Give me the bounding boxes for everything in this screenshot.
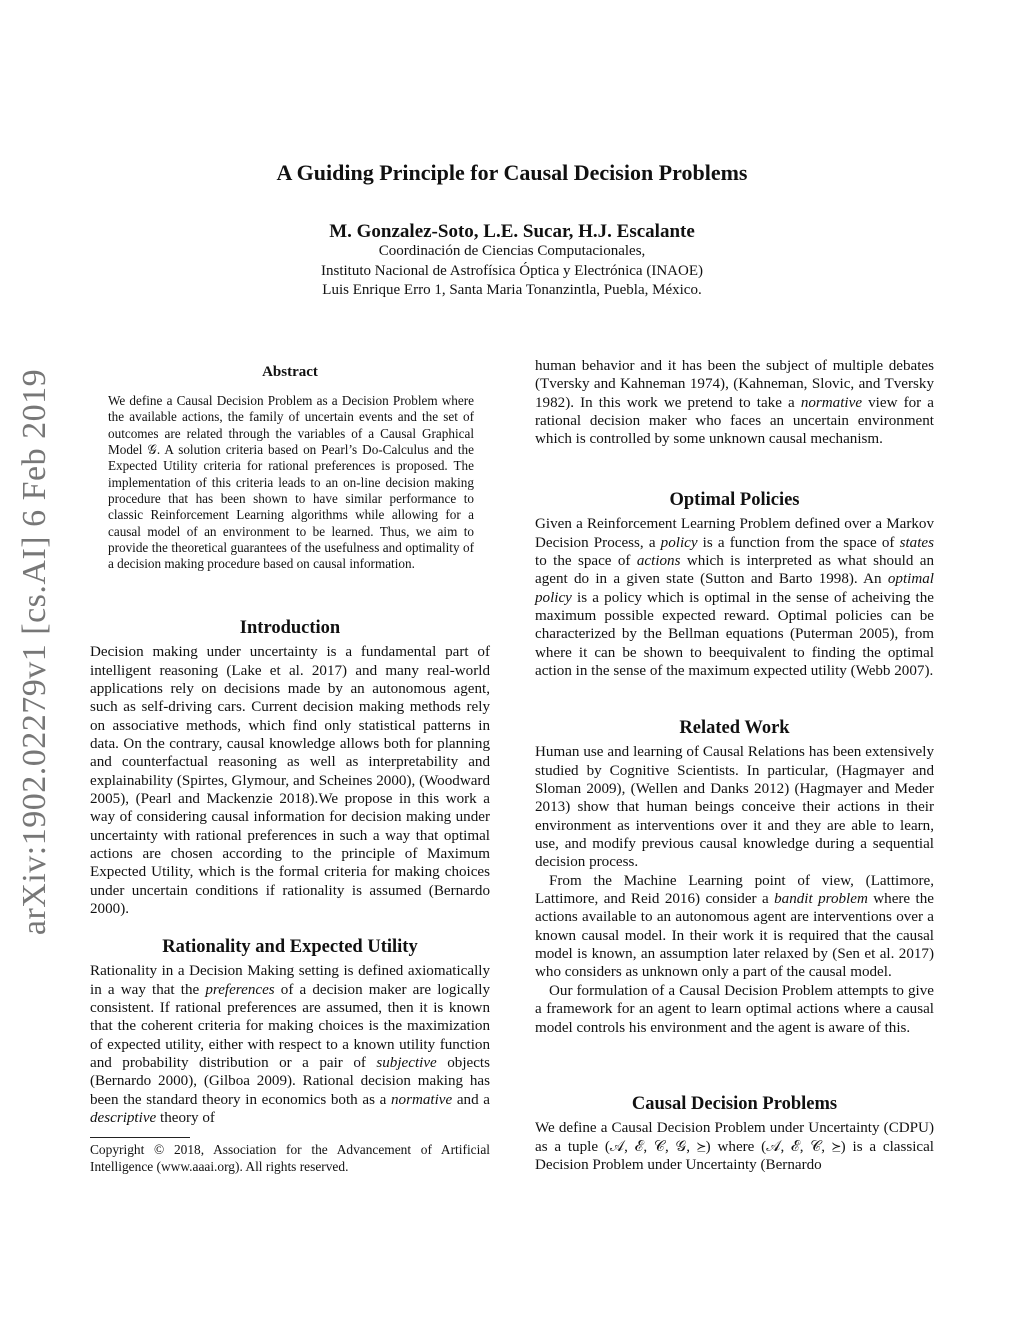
optimal-section — [535, 491, 934, 680]
tuple-math: (𝒜, ℰ, 𝒞, 𝒢, ⪰) — [604, 1138, 711, 1155]
affiliation-line: Luis Enrique Erro 1, Santa Maria Tonanzintla, Puebla, México. — [322, 282, 702, 298]
tuple-math: (𝒜, ℰ, 𝒞, ⪰) — [761, 1138, 846, 1155]
related-work-paragraph: Human use and learning of Causal Relations has been extensively studied by Cognitive Scientists. In particular, (Hagmayer and Sloman 2009), (Wellen and Danks 2012) (Hagmayer and Meder 2013) show that human beings conceive their actions in their environment as interventions over it and they are able to learn, use, and modify previous causal knowledge during a sequential decision process. — [535, 744, 934, 871]
copyright-text: Copyright © 2018, Association for the Advancement of Artificial Intelligence (www.aaai.org). All rights reserved. — [90, 1142, 491, 1174]
related-section — [535, 719, 934, 1037]
rationality-text: Rationality in a Decision Making setting is defined axiomatically in a way that the preferences of a decision maker are logically consistent. If rational preferences are assumed, then it is known that the coherent criteria for making choices is the maximization of expected utility, either with respect to a known utility function and probability distribution or a pair of subjective objects (Bernardo 2000), (Gilboa 2009). Rational decision making has been the standard theory in economics both as a normative and a descriptive theory of — [90, 963, 491, 1127]
causal-decision-heading: Causal Decision Problems — [631, 1094, 838, 1114]
affiliation-line: Instituto Nacional de Astrofísica Óptica y Electrónica (INAOE) — [321, 262, 703, 279]
related-work-paragraph: From the Machine Learning point of view, (Lattimore, Lattimore, and Reid 2016) consider a bandit problem where the actions available to an autonomous agent are interventions over a known causal model. In their work it is required that the causal model is known, an assumption later relaxed by (Sen et al. 2017) who considers as unknown only a part of the causal model. — [535, 872, 934, 981]
left-column — [90, 619, 490, 919]
affiliation-line: Coordinación de Ciencias Computacionales, — [378, 243, 646, 259]
paper-title: A Guiding Principle for Causal Decision Problems — [276, 160, 748, 185]
arxiv-identifier-text: arXiv:1902.02279v1 [cs.AI] 6 Feb 2019 — [16, 368, 53, 936]
optimal-policies-text: Given a Reinforcement Learning Problem defined over a Markov Decision Process, a policy is a function from the space of states to the space of actions which is interpreted as what should an agent do in a given state (Sutton and Barto 1998). An optimal policy is a policy which is optimal in the sense of acheiving the maximum possible expected reward. Optimal policies can be characterized by the Bellman equations (Puterman 2005), from where it can be shown to beequivalent to finding the optimal action in the sense of the maximum expected utility (Webb 2007). — [535, 516, 935, 680]
right-intro-text: human behavior and it has been the subject of multiple debates (Tversky and Kahneman 1974), (Kahneman, Slovic, and Tversky 1982). In this work we pretend to take a normative view for a rational decision maker who faces an uncertain environment which is controlled by some unknown causal mechanism. — [535, 358, 934, 448]
affiliation — [0, 242, 1024, 301]
rationality-section — [90, 938, 490, 1127]
causal-decision-text: We define a Causal Decision Problem under Uncertainty (CDPU) as a tuple (𝒜, ℰ, 𝒞, 𝒢, ⪰) where (𝒜, ℰ, 𝒞, ⪰) is a classical Decision Problem under Uncertainty (Bernardo — [535, 1120, 934, 1174]
abstract — [108, 393, 474, 573]
copyright-symbol: © — [154, 1142, 165, 1157]
copyright-footnote — [90, 1137, 490, 1175]
abstract-text: We define a Causal Decision Problem as a Decision Problem where the available actions, the family of uncertain events and the set of outcomes are related through the variables of a Causal Graphical Model 𝒢. A solution criteria based on Pearl’s Do-Calculus and the Expected Utility criteria for rational preferences is proposed. The implementation of this criteria leads to an on-line decision making procedure that has been shown to have similar performance to classic Reinforcement Learning algorithms while allowing for a causal model of an environment to be learned. Thus, we aim to provide the theoretical guarantees of the usefulness and optimality of a decision making procedure based on causal information. — [108, 393, 474, 572]
introduction-heading: Introduction — [239, 618, 341, 638]
introduction-text: Decision making under uncertainty is a fundamental part of intelligent reasoning (Lake et al. 2017) and many real-world applications rely on decisions made by an autonomous agent, such as self-driving cars. Current decision making methods rely on associative methods, which find only statistical patterns in data. On the contrary, causal knowledge allows both for planning and counterfactual reasoning as well as interpretability and explainability (Spirtes, Glymour, and Scheines 2000), (Woodward 2005), (Pearl and Mackenzie 2018).We propose in this work a way of considering causal information for decision making under uncertainty with rational preferences in such a way that optimal actions are chosen according to the principle of Maximum Expected Utility, which is the formal criteria for making choices under uncertain conditions if rationality is assumed (Bernardo 2000). — [90, 644, 490, 918]
paper-authors: M. Gonzalez-Soto, L.E. Sucar, H.J. Escalante — [329, 221, 695, 242]
causal-section — [535, 1095, 934, 1174]
optimal-policies-heading: Optimal Policies — [669, 490, 800, 510]
right-column — [535, 357, 934, 449]
rationality-heading: Rationality and Expected Utility — [162, 937, 418, 957]
abstract-heading: Abstract — [262, 364, 318, 380]
related-work-paragraph: Our formulation of a Causal Decision Problem attempts to give a framework for an agent to learn optimal actions where a causal model controls his environment and the agent is aware of this. — [535, 982, 934, 1036]
arxiv-identifier — [5, 368, 65, 936]
related-work-heading: Related Work — [679, 718, 790, 738]
